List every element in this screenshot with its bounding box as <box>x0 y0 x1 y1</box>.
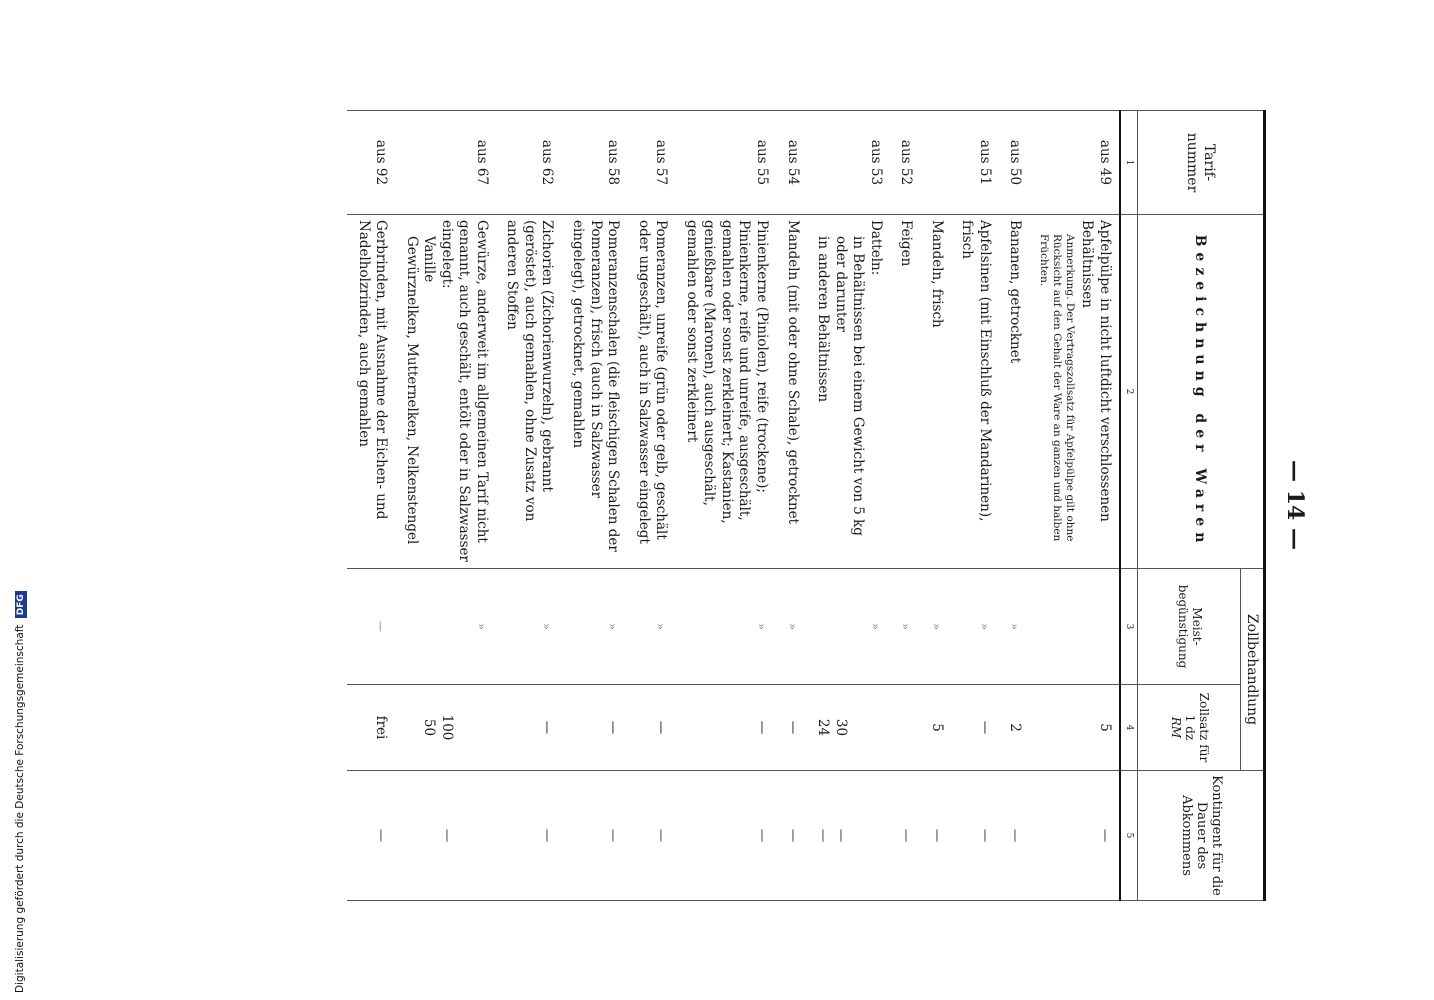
tariff-body <box>347 111 1120 901</box>
header-zollbehandlung: Zollbehandlung <box>1240 569 1264 771</box>
meistbeguenstigung-cell <box>951 569 999 685</box>
zollsatz-value: — <box>976 720 993 735</box>
zollsatz-cell <box>347 685 395 771</box>
kontingent-cell <box>627 771 675 901</box>
zollsatz-cell <box>951 685 999 771</box>
header-meistbeguenstigung: Meist-begünstigung <box>1137 569 1240 685</box>
table-row <box>890 111 921 901</box>
kontingent-spacer <box>849 776 884 895</box>
meistbeguenstigung-cell <box>395 569 496 685</box>
ditto-mark: — <box>374 621 388 632</box>
kontingent-cell <box>890 771 921 901</box>
description-subitem: in anderen Behältnissen <box>815 236 832 403</box>
kontingent-value: — <box>438 828 455 843</box>
tarifnummer-cell: aus 55 <box>675 111 776 215</box>
zollsatz-cell <box>776 685 807 771</box>
tarifnummer-cell: aus 54 <box>776 111 807 215</box>
kontingent-cell <box>776 771 807 901</box>
kontingent-cell <box>920 771 951 901</box>
tarifnummer-cell: aus 50 <box>999 111 1030 215</box>
description-line: Feigen <box>898 220 915 267</box>
tarifnummer-cell: aus 67 <box>395 111 496 215</box>
description-cell <box>627 215 675 569</box>
description-line: Pomeranzenschalen (die fleischigen Schalen der Pomeranzen), frisch (auch in Salzwasser eingelegt), getrocknet, gemahlen <box>570 220 622 552</box>
description-cell <box>395 215 496 569</box>
kontingent-cell <box>807 771 890 901</box>
table-row <box>1029 111 1119 901</box>
kontingent-value: — <box>784 828 801 843</box>
description-cell <box>496 215 562 569</box>
meistbeguenstigung-cell <box>675 569 776 685</box>
header-zollsatz-label: Zollsatz für 1 dz <box>1182 692 1211 763</box>
header-bezeichnung: Bezeichnung der Waren <box>1137 215 1264 569</box>
description-cell <box>562 215 628 569</box>
zollsatz-value: — <box>784 720 801 735</box>
kontingent-spacer <box>455 776 490 895</box>
meistbeguenstigung-cell <box>999 569 1030 685</box>
description-line: Datteln: <box>867 220 884 276</box>
description-line: Bananen, getrocknet <box>1007 220 1024 364</box>
zollsatz-cell <box>627 685 675 771</box>
meistbeguenstigung-cell <box>1029 569 1119 685</box>
ditto-mark: » <box>754 623 768 630</box>
zollsatz-cell <box>395 685 496 771</box>
zollsatz-cell <box>999 685 1030 771</box>
description-cell <box>999 215 1030 569</box>
zollsatz-value: 24 <box>815 718 832 737</box>
table-row <box>999 111 1030 901</box>
kontingent-cell <box>951 771 999 901</box>
col-number: 2 <box>1120 215 1138 569</box>
ditto-mark: » <box>785 623 799 630</box>
description-subitem: in Behältnissen bei einem Gewicht von 5 kg oder darunter <box>832 236 867 536</box>
tarifnummer-cell: aus 62 <box>496 111 562 215</box>
header-tarifnummer: Tarif-nummer <box>1137 111 1264 215</box>
tarifnummer-cell: aus 53 <box>807 111 890 215</box>
meistbeguenstigung-cell <box>890 569 921 685</box>
digitization-credit <box>14 591 27 993</box>
dfg-logo: DFG <box>15 591 27 618</box>
kontingent-value: — <box>753 828 770 843</box>
description-line: Apfelsinen (mit Einschluß der Mandarinen), frisch <box>959 220 993 522</box>
zollsatz-value: 5 <box>1096 723 1113 732</box>
meistbeguenstigung-cell <box>562 569 628 685</box>
zollsatz-cell <box>675 685 776 771</box>
zollsatz-value: 30 <box>832 718 849 737</box>
kontingent-cell <box>347 771 395 901</box>
meistbeguenstigung-cell <box>627 569 675 685</box>
kontingent-cell <box>999 771 1030 901</box>
ditto-mark: » <box>654 623 668 630</box>
ditto-mark: » <box>868 623 882 630</box>
col-number: 1 <box>1120 111 1138 215</box>
table-row <box>807 111 890 901</box>
tarifnummer-cell: aus 92 <box>347 111 395 215</box>
zollsatz-cell <box>562 685 628 771</box>
description-cell <box>890 215 921 569</box>
zollsatz-cell <box>1029 685 1119 771</box>
tarifnummer-cell: aus 52 <box>890 111 921 215</box>
ditto-mark: » <box>929 623 943 630</box>
description-subitem: Gewürznelken, Mutternelken, Nelkenstengel <box>403 236 420 545</box>
kontingent-value: — <box>539 828 556 843</box>
meistbeguenstigung-cell <box>347 569 395 685</box>
description-line: Gewürze, anderweit im allgemeinen Tarif nicht genannt, auch geschält, entölt oder in Salzwasser eingelegt: <box>438 220 490 562</box>
header-zollsatz <box>1137 685 1240 771</box>
tarifnummer-cell: aus 51 <box>951 111 999 215</box>
tariff-table <box>347 110 1266 901</box>
kontingent-value: — <box>1007 828 1024 843</box>
description-line: Mandeln (mit oder ohne Schale), getrocknet <box>784 220 801 525</box>
zollsatz-value: 50 <box>421 718 438 737</box>
ditto-mark: » <box>977 623 991 630</box>
page-number: — 14 — <box>1282 460 1308 550</box>
kontingent-value: — <box>976 828 993 843</box>
zollsatz-cell <box>920 685 951 771</box>
col-number: 5 <box>1120 771 1138 901</box>
zollsatz-value: — <box>753 720 770 735</box>
description-cell <box>807 215 890 569</box>
table-row <box>920 111 951 901</box>
col-number: 4 <box>1120 685 1138 771</box>
zollsatz-value: 5 <box>928 723 945 732</box>
table-row <box>496 111 562 901</box>
kontingent-value: — <box>815 828 832 843</box>
zollsatz-value: frei <box>373 715 390 740</box>
kontingent-cell <box>395 771 496 901</box>
description-line: Zichorien (Zichorienwurzeln), gebrannt (geröstet), auch gemahlen, ohne Zusatz von anderen Stoffen <box>504 220 556 522</box>
kontingent-value: — <box>928 828 945 843</box>
zollsatz-cell <box>890 685 921 771</box>
description-line: Mandeln, frisch <box>928 220 945 328</box>
rotated-sheet <box>144 110 1314 900</box>
credit-text: Digitalisierung gefördert durch die Deutsche Forschungsgemeinschaft <box>14 624 26 993</box>
description-subitem: Vanille <box>421 236 438 283</box>
header-kontingent: Kontingent für die Dauer des Abkommens <box>1137 771 1264 901</box>
meistbeguenstigung-cell <box>920 569 951 685</box>
description-cell <box>920 215 951 569</box>
meistbeguenstigung-cell <box>776 569 807 685</box>
kontingent-value: — <box>373 828 390 843</box>
col-number: 3 <box>1120 569 1138 685</box>
kontingent-value: — <box>832 828 849 843</box>
meistbeguenstigung-cell <box>496 569 562 685</box>
description-line: Pinienkerne (Piniolen), reife (trockene); Pinienkerne, reife und unreife, ausgeschält, gemahlen oder sonst zerkleinert; Kastanien, genießbare (Maronen), auch ausgeschält, gemahlen oder sonst zerkleinert <box>683 220 770 524</box>
table-row <box>562 111 628 901</box>
ditto-mark: » <box>1008 623 1022 630</box>
kontingent-value: — <box>653 828 670 843</box>
ditto-mark: » <box>899 623 913 630</box>
zollsatz-value: — <box>653 720 670 735</box>
description-note: Anmerkung. Der Vertragszollsatz für Apfelpülpe gilt ohne Rücksicht auf den Gehalt der Ware an ganzen und halben Früchten. <box>1037 234 1076 542</box>
table-row <box>675 111 776 901</box>
zollsatz-value: — <box>605 720 622 735</box>
table-row <box>951 111 999 901</box>
zollsatz-cell <box>807 685 890 771</box>
header-zollsatz-unit: RM <box>1169 716 1184 739</box>
zollsatz-spacer <box>849 690 884 765</box>
description-line: Apfelpülpe in nicht luftdicht verschlossenen Behältnissen <box>1079 220 1113 522</box>
table-row <box>347 111 395 901</box>
zollsatz-value: 2 <box>1007 723 1024 732</box>
kontingent-cell <box>675 771 776 901</box>
zollsatz-cell <box>496 685 562 771</box>
description-cell <box>347 215 395 569</box>
ditto-mark: » <box>540 623 554 630</box>
tarifnummer-cell: aus 49 <box>1029 111 1119 215</box>
table-row <box>627 111 675 901</box>
zollsatz-value: — <box>539 720 556 735</box>
kontingent-value: — <box>1096 828 1113 843</box>
kontingent-cell <box>562 771 628 901</box>
kontingent-value: — <box>898 828 915 843</box>
description-cell <box>1029 215 1119 569</box>
kontingent-value: — <box>605 828 622 843</box>
description-line: Pomeranzen, unreife (grün oder gelb, geschält oder ungeschält), auch in Salzwasser eingelegt <box>635 220 670 544</box>
tarifnummer-cell: aus 58 <box>562 111 628 215</box>
description-cell <box>951 215 999 569</box>
zollsatz-value: 100 <box>438 714 455 741</box>
zollsatz-spacer <box>455 690 490 765</box>
description-cell <box>675 215 776 569</box>
tarifnummer-cell: aus 57 <box>627 111 675 215</box>
ditto-mark: » <box>606 623 620 630</box>
kontingent-cell <box>496 771 562 901</box>
table-row <box>395 111 496 901</box>
ditto-mark: » <box>474 623 488 630</box>
meistbeguenstigung-cell <box>807 569 890 685</box>
description-cell <box>776 215 807 569</box>
description-line: Gerbrinden, mit Ausnahme der Eichen- und Nadelholzrinden, auch gemahlen <box>355 220 390 520</box>
table-row <box>776 111 807 901</box>
tarifnummer-cell <box>920 111 951 215</box>
kontingent-cell <box>1029 771 1119 901</box>
